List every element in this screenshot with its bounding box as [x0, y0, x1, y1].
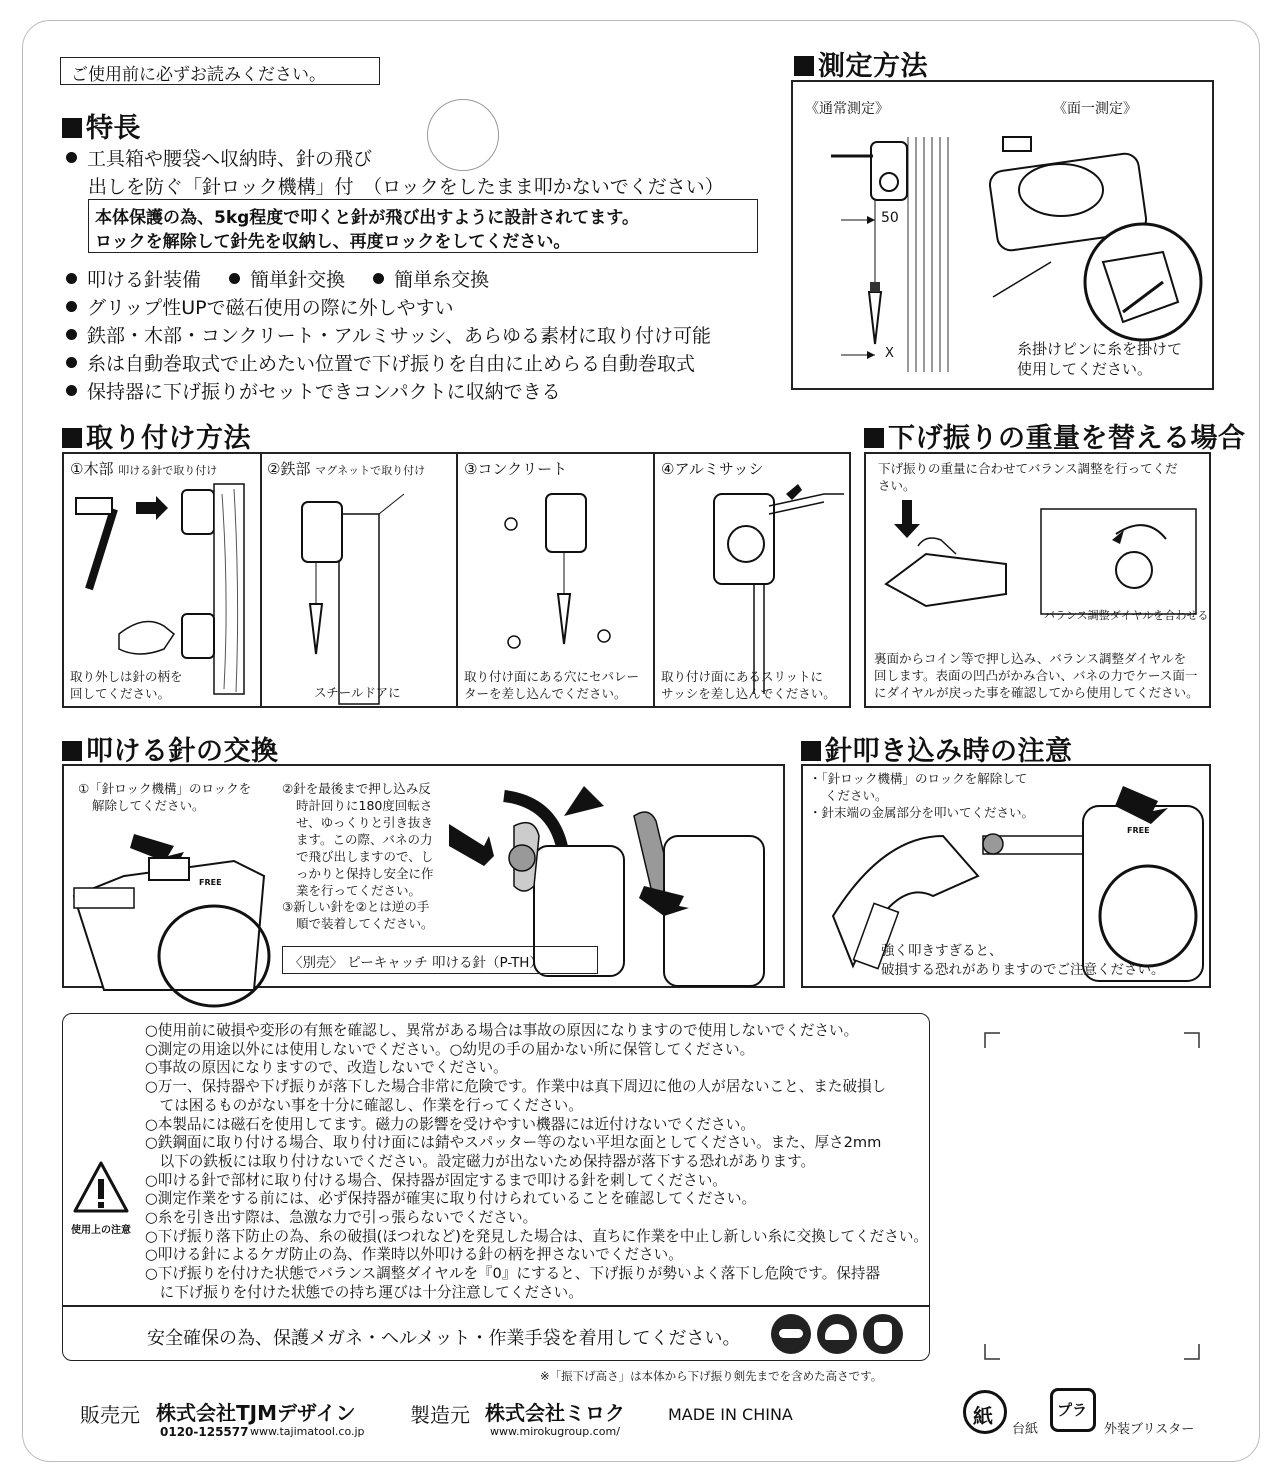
warning-line: ○本製品には磁石を使用してます。磁力の影響を受けやすい機器には近付けないでください。: [145, 1115, 755, 1133]
flush-measure-label: 《面一測定》: [1053, 101, 1137, 117]
warning-line: に下げ振りを付けた状態での持ち運びは十分注意してください。: [145, 1283, 583, 1301]
mount-panel-title-steel: ②鉄部 マグネットで取り付け: [267, 460, 426, 478]
seller-url: www.tajimatool.co.jp: [250, 1425, 365, 1438]
caution-heading: 針叩き込み時の注意: [801, 729, 1073, 768]
mount-caption-steel: スチールドアに: [314, 685, 401, 700]
mount-caption-aluminum: 取り付け面にあるスリットに サッシを差し込んでください。: [661, 669, 836, 701]
warning-line: ○事故の原因になりますので、改造しないでください。: [145, 1059, 508, 1077]
mount-panel-title-concrete: ③コンクリート: [464, 460, 568, 478]
warning-line: ○下げ振り落下防止の為、糸の破損(ほつれなど)を発見した場合は、直ちに作業を中止し新しい糸に交換してください。: [145, 1227, 929, 1245]
feature-bullet: 保持器に下げ振りがセットできコンパクトに収納できる: [66, 377, 561, 404]
mounting-heading: 取り付け方法: [62, 416, 251, 455]
weight-heading: 下げ振りの重量を替える場合: [864, 416, 1246, 455]
warning-line: ○鉄鋼面に取り付ける場合、取り付け面には錆やスパッター等のない平坦な面としてください。また、厚さ2mm: [145, 1134, 882, 1152]
feature-bullet: 糸は自動巻取式で止めたい位置で下げ振りを自由に止めらる自動巻取式: [66, 349, 695, 376]
feature-line-1b: 出しを防ぐ「針ロック機構」付 （ロックをしたまま叩かないでください）: [88, 176, 724, 198]
needle-step-1: ①「針ロック機構」のロックを 解除してください。: [78, 781, 252, 813]
weight-top-text: 下げ振りの重量に合わせてバランス調整を行ってくだ さい。: [878, 461, 1178, 493]
dimension-x: X: [885, 346, 894, 361]
mount-panel-title-wood: ①木部 叩ける針で取り付け: [70, 460, 218, 478]
needle-heading: 叩ける針の交換: [62, 729, 279, 768]
paper-recycle-label: 台紙: [1012, 1422, 1039, 1437]
free-label: FREE: [199, 878, 222, 887]
seller-label: 販売元: [80, 1403, 140, 1427]
feature-bullet: グリップ性UPで磁石使用の際に外しやすい: [66, 293, 454, 320]
dial-label: バランス調整ダイヤルを合わせる: [1044, 609, 1209, 622]
features-heading: 特長: [62, 106, 141, 145]
measure-heading: 測定方法: [794, 44, 928, 83]
needle-step-2: ②針を最後まで押し込み反 時計回りに180度回転さ せ、ゆっくりと引き抜き ます。この際、バネの力 で飛び出しますので、し っかりと保持し安全に作 業を行ってください。: [282, 781, 434, 898]
warning-line: ○測定の用途以外には使用しないでください。○幼児の手の届かない所に保管してください。: [145, 1040, 755, 1058]
warning-line: ○糸を引き出す際は、急激な力で引っ張らないでください。: [145, 1209, 538, 1227]
mount-caption-wood: 取り外しは針の柄を 回してください。: [70, 669, 183, 701]
warning-icon-label: 使用上の注意: [71, 1225, 131, 1236]
warning-line: ○測定作業をする前には、必ず保持器が確実に取り付けられていることを確認してください。: [145, 1190, 757, 1208]
mount-caption-concrete: 取り付け面にある穴にセパレー ターを差し込んでください。: [464, 669, 640, 701]
maker-url: www.mirokugroup.com/: [490, 1425, 620, 1438]
measure-caption-2: 使用してください。: [1017, 360, 1153, 378]
maker-name: 株式会社ミロク: [485, 1401, 625, 1425]
warning-line: ては困るものがない事を十分に確認し、作業を行ってください。: [145, 1096, 583, 1114]
notice-text: ご使用前に必ずお読みください。: [71, 65, 326, 85]
made-in-label: MADE IN CHINA: [668, 1405, 793, 1424]
feature-line-1a: 工具箱や腰袋へ収納時、針の飛び: [66, 144, 372, 171]
footnote: ※「振下げ高さ」は本体から下げ振り剣先までを含めた高さです。: [540, 1369, 883, 1383]
warning-line: ○万一、保持器や下げ振りが落下した場合非常に危険です。作業中は真下周辺に他の人が居ないこと、また破損し: [145, 1078, 887, 1096]
plastic-recycle-label: 外装ブリスター: [1104, 1422, 1195, 1437]
measure-caption-1: 糸掛けピンに糸を掛けて: [1017, 340, 1183, 358]
caution-bottom-text: 強く叩きすぎると、 破損する恐れがありますのでご注意ください。: [881, 943, 1165, 978]
maker-label: 製造元: [410, 1403, 470, 1427]
warning-line: ○叩ける針によるケガ防止の為、作業時以外叩ける針の柄を押さないでください。: [145, 1246, 683, 1264]
mount-panel-title-aluminum: ④アルミサッシ: [661, 460, 764, 478]
warning-line: ○叩ける針で部材に取り付ける場合、保持器が固定するまで叩ける針を刺してください。: [145, 1171, 727, 1189]
sold-separately-text: 〈別売〉 ピーキャッチ 叩ける針（P-TH）: [289, 955, 543, 971]
boxed-note-2: ロックを解除して針先を収納し、再度ロックをしてください。: [95, 232, 571, 252]
warning-line: ○使用前に破損や変形の有無を確認し、異常がある場合は事故の原因になりますので使用しないでください。: [145, 1022, 859, 1039]
warning-line: 以下の鉄板には取り付けないでください。設定磁力が出ないため保持器が落下する恐れがあります。: [145, 1152, 816, 1170]
feature-bullet: 鉄部・木部・コンクリート・アルミサッシ、あらゆる素材に取り付け可能: [66, 321, 711, 348]
feature-inline-row: 叩ける針装備 簡単針交換 簡単糸交換: [66, 265, 489, 292]
warning-line: ○下げ振りを付けた状態でバランス調整ダイヤルを『0』にすると、下げ振りが勢いよく落下し危険です。保持器: [145, 1265, 881, 1283]
seller-name: 株式会社TJMデザイン: [156, 1401, 356, 1425]
boxed-note-1: 本体保護の為、5kg程度で叩くと針が飛び出すように設計されてます。: [95, 208, 639, 228]
dimension-50: 50: [881, 210, 899, 226]
plastic-recycle-icon: プラ: [1050, 1388, 1096, 1432]
paper-recycle-icon: 紙: [963, 1390, 1007, 1434]
caution-text-top: ・「針ロック機構」のロックを解除して ください。 ・針末端の金属部分を叩いてください。: [809, 771, 1035, 820]
free-label: FREE: [1127, 826, 1150, 835]
needle-step-3: ③新しい針を②とは逆の手 順で装着してください。: [282, 899, 434, 931]
normal-measure-label: 《通常測定》: [805, 101, 889, 117]
safety-gear-text: 安全確保の為、保護メガネ・ヘルメット・作業手袋を着用してください。: [147, 1328, 741, 1349]
seller-phone: 0120-125577: [160, 1425, 249, 1439]
weight-bottom-text: 裏面からコイン等で押し込み、バランス調整ダイヤルを 回します。表面の凹凸がかみ合い、バネの力でケース面一 にダイヤルが戻った事を確認してから使用してください。: [874, 651, 1199, 700]
